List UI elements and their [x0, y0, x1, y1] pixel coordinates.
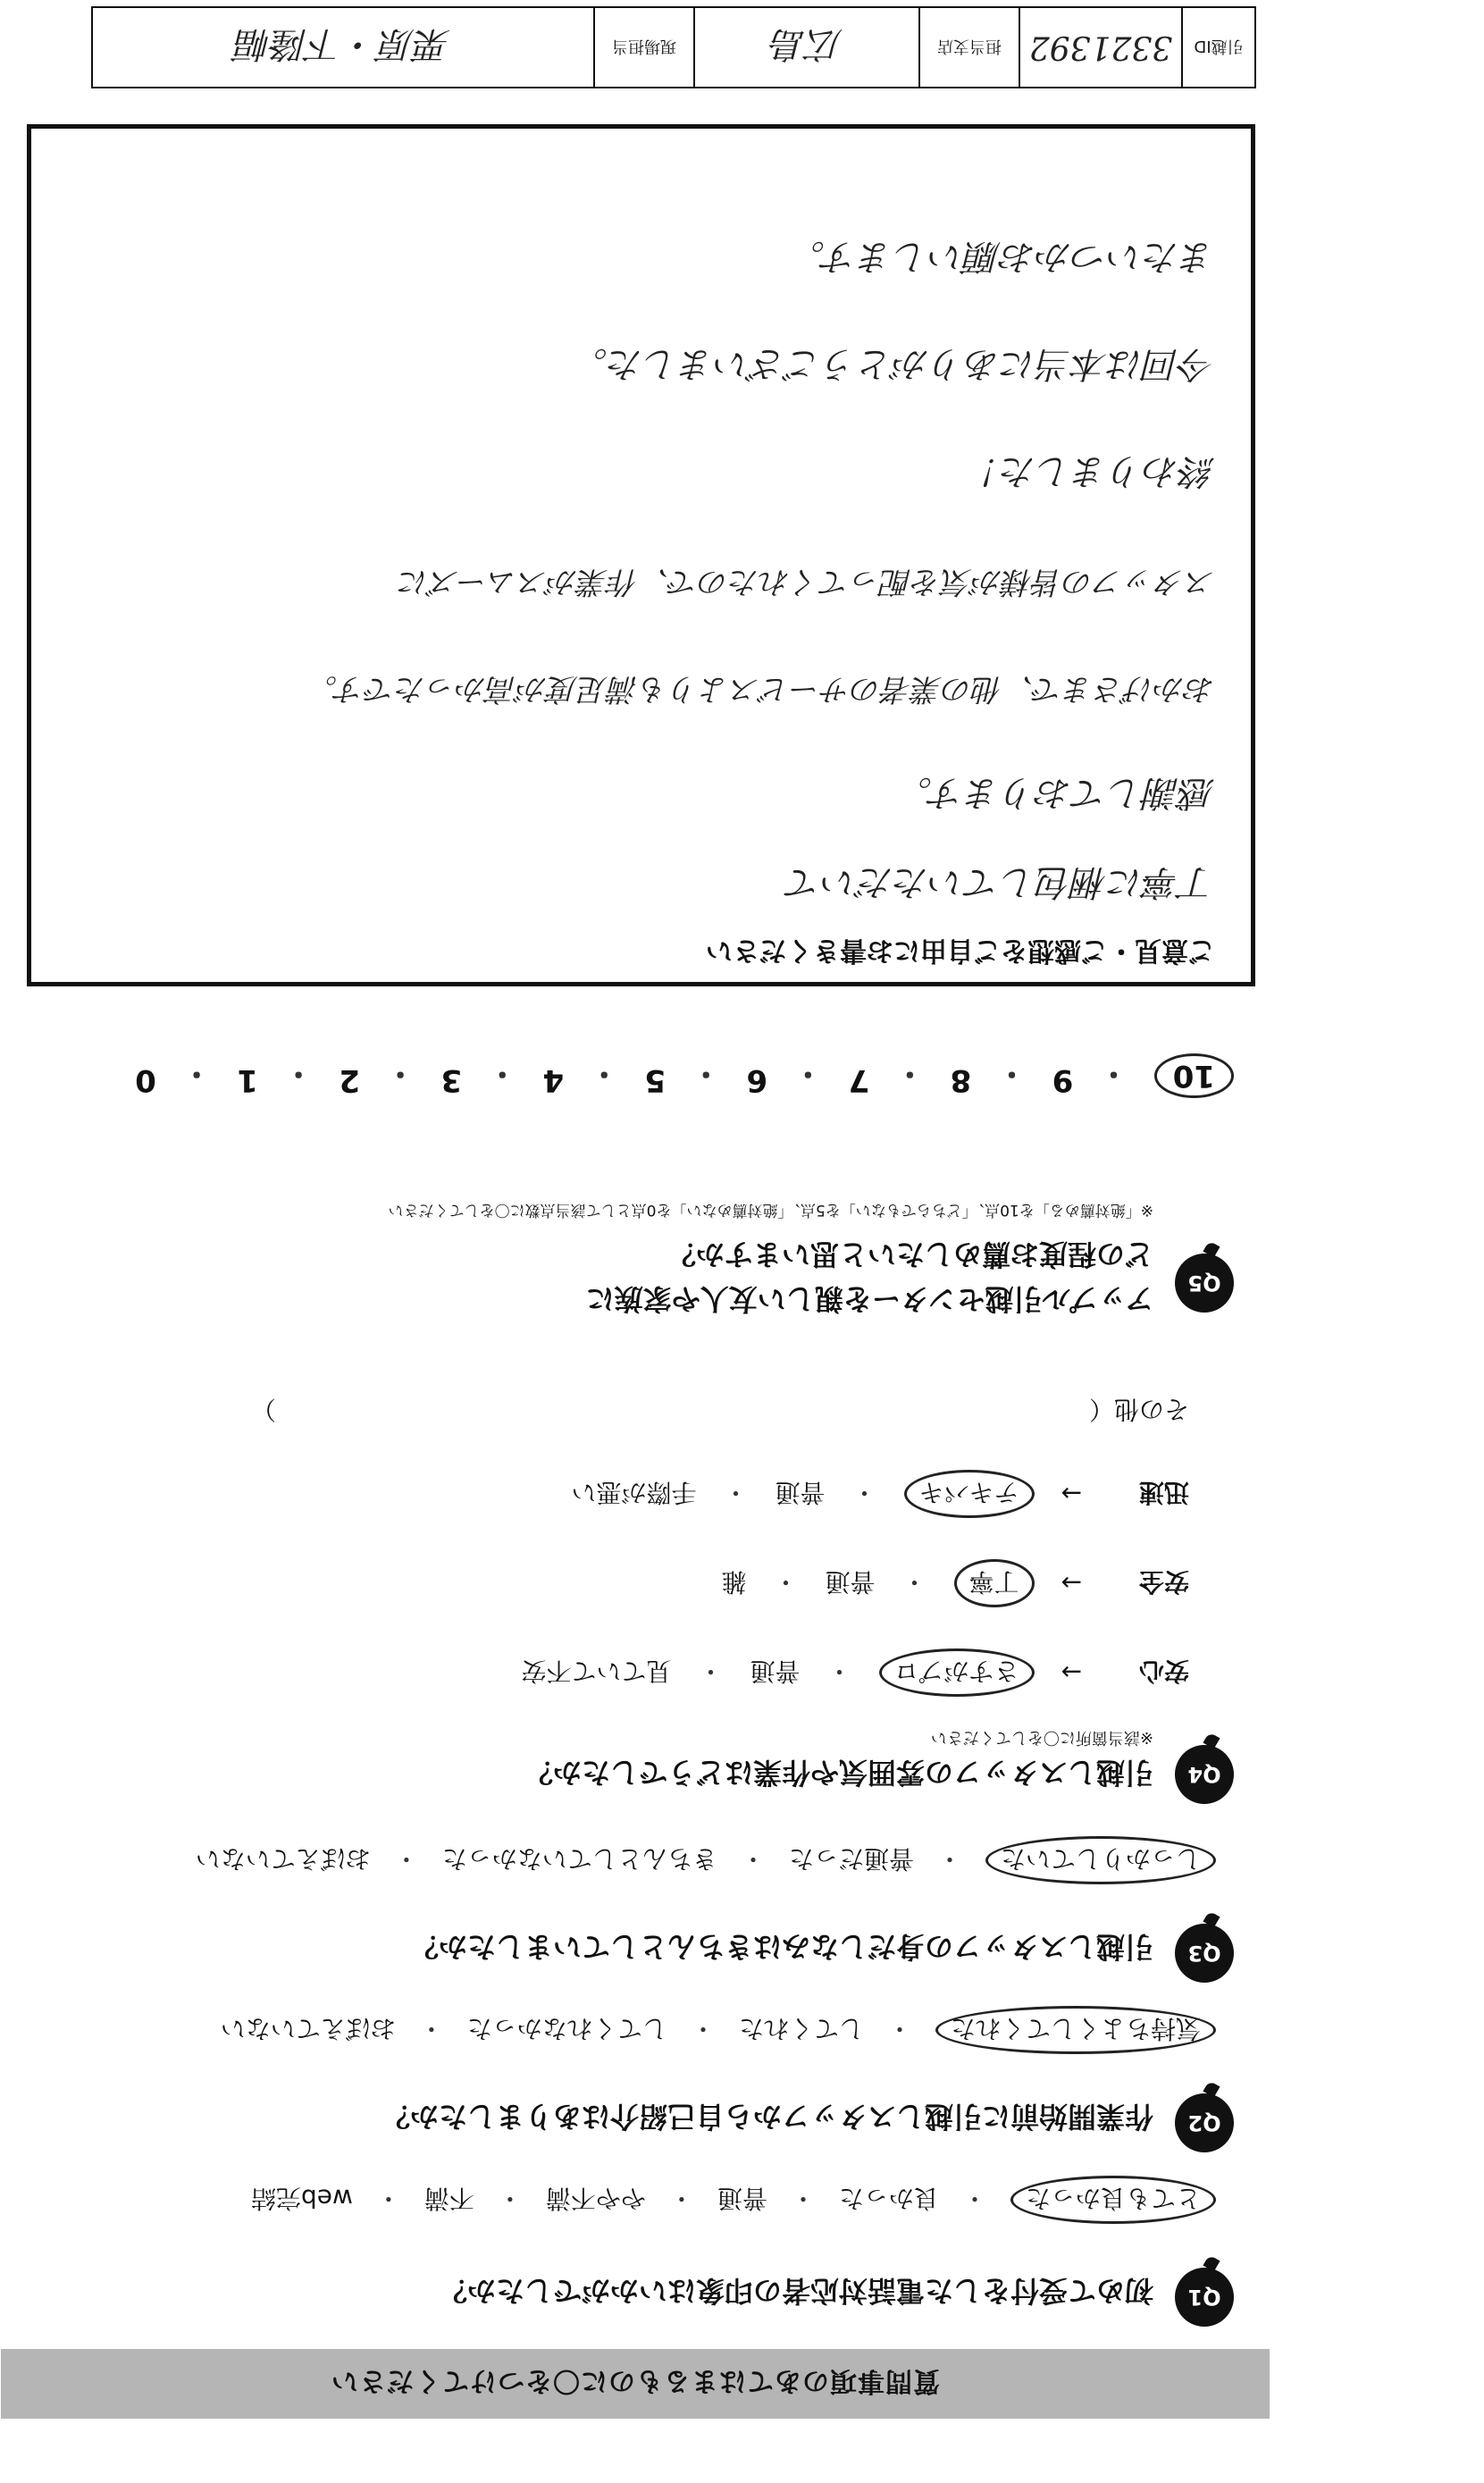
- q2-option[interactable]: 気持ちよくしてくれた: [935, 2006, 1216, 2054]
- comment-line: おかげさまで、他の業者のサービスよりも満足度が高かったです。: [306, 671, 1215, 707]
- q4-row-anshin: 安心 → さすがプロ ・ 普通 ・ 見ていて不安: [521, 1648, 1189, 1697]
- q4-other: [28, 1393, 1189, 1429]
- q3-option[interactable]: おぼえていない: [195, 1844, 371, 1874]
- q5-text-line2: どの程度お薦めしたいと思いますか？: [667, 1237, 1153, 1271]
- q4-other-close: ）: [251, 1395, 277, 1424]
- q4-option[interactable]: 丁寧: [954, 1559, 1035, 1607]
- q4-option[interactable]: 雑: [721, 1567, 747, 1597]
- comment-title: ご意見・ご感想をご自由にお書きください: [706, 935, 1215, 966]
- branch-value: 広島: [693, 8, 918, 87]
- q5-note: ※「絶対薦める」を10点、「どちらでもない」を5点、「絶対薦めない」を0点として該当点数に〇をしてください: [388, 1201, 1153, 1219]
- q1-text: 初めて受付をした電話対応者の印象はいかがでしたか？: [438, 2274, 1153, 2308]
- q3-text: 引越しスタッフの身だしなみはきちんとしていましたか？: [409, 1930, 1153, 1964]
- comment-line: またいつかお願いします。: [789, 236, 1215, 277]
- scale-option[interactable]: 7: [848, 1062, 870, 1098]
- q5-text-line1: アップル引越センターを親しい友人や家族に: [585, 1282, 1153, 1316]
- branch-label: 担当支店: [918, 8, 1019, 87]
- comment-box[interactable]: [27, 124, 1255, 986]
- arrow-icon: →: [1061, 1568, 1082, 1598]
- scale-option[interactable]: 9: [1052, 1062, 1074, 1098]
- q1-option[interactable]: 普通: [717, 2184, 767, 2213]
- q4-row-label: 安心: [1138, 1657, 1189, 1686]
- q1-option[interactable]: 不満: [423, 2184, 474, 2213]
- q2-text: 作業開始前に引越しスタッフから自己紹介はありましたか？: [381, 2100, 1153, 2134]
- q2-option[interactable]: おぼえていない: [220, 2014, 396, 2043]
- q1-options: とても良かった ・ 良かった ・ 普通 ・ やや不満 ・ 不満 ・ web完結: [251, 2176, 1216, 2224]
- q4-row-label: 安全: [1138, 1567, 1189, 1597]
- q4-option[interactable]: テキパキ: [904, 1470, 1035, 1518]
- q4-option[interactable]: 普通: [775, 1478, 826, 1507]
- scale-option[interactable]: 3: [440, 1062, 463, 1098]
- scale-option[interactable]: 6: [746, 1062, 768, 1098]
- id-value: 3321392: [1019, 8, 1181, 87]
- q4-row-label: 迅速: [1138, 1478, 1189, 1507]
- arrow-icon: →: [1061, 1479, 1082, 1509]
- staff-label: 現場担当: [593, 8, 693, 87]
- id-label: 引越ID: [1181, 8, 1254, 87]
- q1-option[interactable]: とても良かった: [1010, 2176, 1216, 2224]
- q4-text: 引越しスタッフの雰囲気や作業はどうでしたか？: [524, 1756, 1153, 1790]
- q4-other-label: その他（: [1088, 1395, 1189, 1424]
- q2-badge: Q2: [1175, 2093, 1234, 2152]
- q4-row-anzen: 安全 → 丁寧 ・ 普通 ・ 雑: [721, 1559, 1189, 1607]
- q1-badge: Q1: [1175, 2268, 1234, 2327]
- q4-option[interactable]: 普通: [825, 1567, 876, 1597]
- scale-option[interactable]: 8: [950, 1062, 972, 1098]
- scale-option[interactable]: 1: [237, 1062, 258, 1098]
- scale-option[interactable]: 5: [644, 1062, 667, 1098]
- q3-option[interactable]: しっかりしていた: [985, 1836, 1216, 1884]
- q1-option[interactable]: やや不満: [545, 2184, 646, 2213]
- scale-option[interactable]: 0: [135, 1062, 156, 1098]
- arrow-icon: →: [1061, 1657, 1082, 1688]
- q4-option[interactable]: 普通: [750, 1657, 801, 1686]
- scale-option[interactable]: 4: [542, 1062, 565, 1098]
- q3-badge: Q3: [1175, 1924, 1234, 1983]
- q4-option[interactable]: さすがプロ: [879, 1648, 1035, 1697]
- id-table: [91, 6, 1256, 88]
- scale-option[interactable]: 10: [1154, 1053, 1234, 1098]
- q4-option[interactable]: 手際が悪い: [571, 1478, 697, 1507]
- q3-option[interactable]: きちんとしていなかった: [441, 1844, 717, 1874]
- q4-option[interactable]: 見ていて不安: [521, 1657, 672, 1686]
- instructions-banner: 質問事項のあてはまるものに〇をつけてください: [1, 2349, 1270, 2419]
- staff-value: 栗原・下隆幅: [236, 23, 450, 65]
- q4-note: ※該当箇所に〇をしてください: [930, 1728, 1153, 1747]
- q3-option[interactable]: 普通だった: [788, 1844, 914, 1874]
- q1-option[interactable]: 良かった: [838, 2184, 939, 2213]
- q2-options: 気持ちよくしてくれた ・ してくれた ・ してくれなかった ・ おぼえていない: [221, 2006, 1216, 2054]
- comment-line: 感謝しております。: [896, 772, 1215, 813]
- comment-line: 終わりました！: [965, 450, 1215, 491]
- q2-option[interactable]: してくれた: [738, 2014, 864, 2043]
- q5-scale: 10 ・ 9 ・ 8 ・ 7 ・ 6 ・ 5 ・ 4 ・ 3 ・ 2 ・ 1 ・ 0: [135, 1053, 1234, 1098]
- comment-line: 今回は本当にありがとうございました。: [572, 343, 1215, 384]
- q2-option[interactable]: してくれなかった: [466, 2014, 667, 2043]
- scale-option[interactable]: 2: [339, 1062, 360, 1098]
- q4-row-jinsoku: 迅速 → テキパキ ・ 普通 ・ 手際が悪い: [571, 1470, 1189, 1518]
- q5-badge: Q5: [1175, 1254, 1234, 1313]
- q1-option[interactable]: web完結: [250, 2184, 353, 2213]
- comment-line: スタッフの皆様が気を配ってくれたので、作業がスムーズに: [398, 564, 1215, 600]
- q4-badge: Q4: [1175, 1745, 1234, 1804]
- q3-options: しっかりしていた ・ 普通だった ・ きちんとしていなかった ・ おぼえていない: [196, 1836, 1216, 1884]
- comment-line: 丁寧に梱包していただいて: [786, 861, 1215, 902]
